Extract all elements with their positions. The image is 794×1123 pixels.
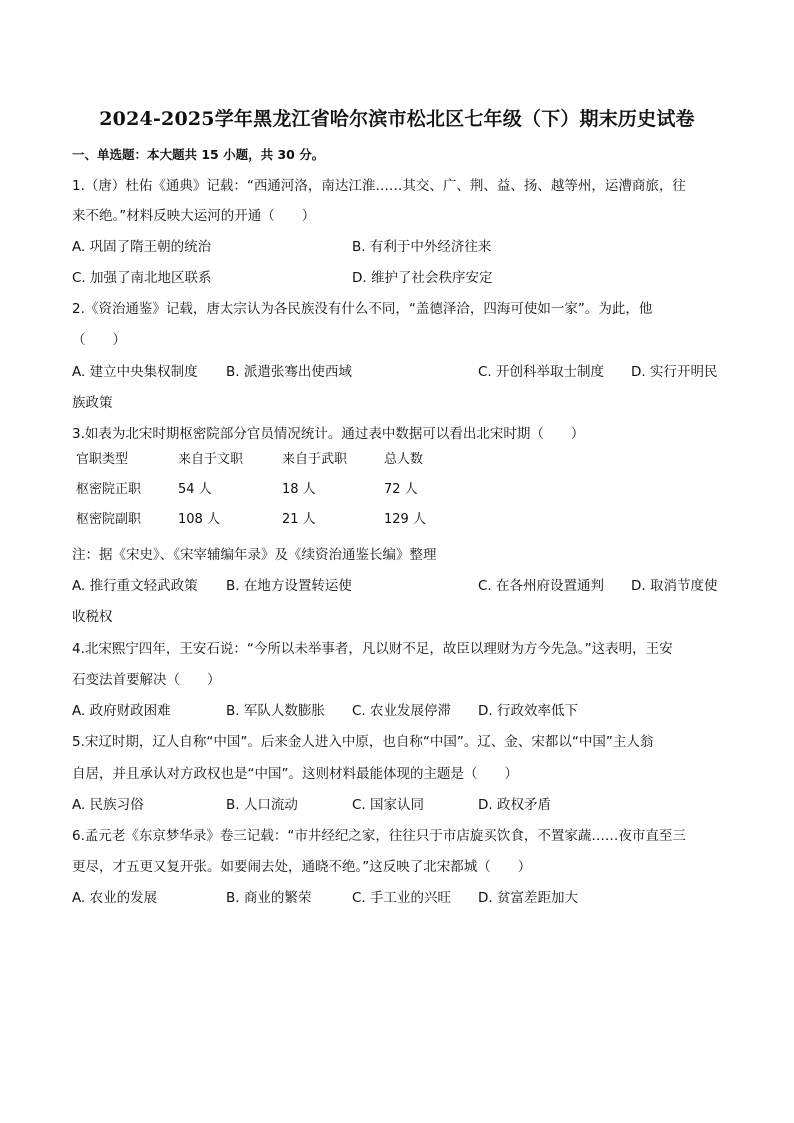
question-4-option-c[interactable]: C. 农业发展停滞 [352,703,452,719]
table-cell: 129 人 [384,512,426,527]
question-6-text: 6.孟元老《东京梦华录》卷三记载：“市井经纪之家，往往只于市店旋买饮食，不置家蔬……夜市直至三 [72,828,686,844]
question-3-option-d-wrap: 收税权 [72,609,113,625]
question-3-text: 3.如表为北宋时期枢密院部分官员情况统计。通过表中数据可以看出北宋时期（ ） [72,426,585,442]
question-4-option-d[interactable]: D. 行政效率低下 [478,703,578,719]
table-header-cell: 来自于文职 [178,452,244,467]
question-4-text-cont: 石变法首要解决（ ） [72,672,221,688]
question-2-text-cont: （ ） [72,332,126,348]
question-3-option-b[interactable]: B. 在地方设置转运使 [226,578,352,594]
question-3-option-a[interactable]: A. 推行重文轻武政策 [72,578,198,594]
question-6-option-b[interactable]: B. 商业的繁荣 [226,890,312,906]
question-5-option-c[interactable]: C. 国家认同 [352,797,425,813]
question-6-option-d[interactable]: D. 贫富差距加大 [478,890,578,906]
question-5-text: 5.宋辽时期，辽人自称“中国”。后来金人进入中原，也自称“中国”。辽、金、宋都以“中国”主人翁 [72,734,654,750]
question-5-option-d[interactable]: D. 政权矛盾 [478,797,551,813]
table-cell: 108 人 [178,512,220,527]
table-cell: 72 人 [384,482,418,497]
question-4-option-b[interactable]: B. 军队人数膨胀 [226,703,325,719]
question-5-option-b[interactable]: B. 人口流动 [226,797,298,813]
table-cell: 21 人 [282,512,316,527]
question-3-option-c[interactable]: C. 在各州府设置通判 [478,578,605,594]
question-1-option-c[interactable]: C. 加强了南北地区联系 [72,270,212,286]
question-2-option-c[interactable]: C. 开创科举取士制度 [478,364,605,380]
table-header-cell: 来自于武职 [282,452,348,467]
question-5-option-a[interactable]: A. 民族习俗 [72,797,144,813]
question-1-option-a[interactable]: A. 巩固了隋王朝的统治 [72,239,212,255]
question-3-option-d[interactable]: D. 取消节度使 [631,578,718,594]
exam-title: 2024-2025学年黑龙江省哈尔滨市松北区七年级（下）期末历史试卷 [99,108,695,130]
question-2-option-a[interactable]: A. 建立中央集权制度 [72,364,198,380]
question-6-option-a[interactable]: A. 农业的发展 [72,890,158,906]
question-1-option-b[interactable]: B. 有利于中外经济往来 [352,239,492,255]
table-cell: 18 人 [282,482,316,497]
section-heading: 一、单选题：本大题共 15 小题，共 30 分。 [72,147,325,162]
question-2-text: 2.《资治通鉴》记载，唐太宗认为各民族没有什么不同，“盖德泽洽，四海可使如一家”。为此，他 [72,301,653,317]
question-2-option-b[interactable]: B. 派遣张骞出使西域 [226,364,352,380]
question-1-text: 1.（唐）杜佑《通典》记载：“西通河洛，南达江淮……其交、广、荆、益、扬、越等州，运漕商旅，往 [72,178,686,194]
table-header-cell: 官职类型 [76,452,129,467]
table-cell: 54 人 [178,482,212,497]
question-2-option-d-wrap: 族政策 [72,395,113,411]
question-2-option-d[interactable]: D. 实行开明民 [631,364,718,380]
table-cell: 枢密院正职 [76,482,142,497]
question-1-text-cont: 来不绝。”材料反映大运河的开通（ ） [72,208,316,224]
table-cell: 枢密院副职 [76,512,142,527]
question-6-option-c[interactable]: C. 手工业的兴旺 [352,890,452,906]
question-1-option-d[interactable]: D. 维护了社会秩序安定 [352,270,493,286]
table-header-cell: 总人数 [384,452,424,467]
question-4-option-a[interactable]: A. 政府财政困难 [72,703,171,719]
question-6-text-cont: 更尽，才五更又复开张。如要闹去处，通晓不绝。”这反映了北宋都城（ ） [72,859,532,875]
officials-table [72,450,472,540]
question-5-text-cont: 自居，并且承认对方政权也是“中国”。这则材料最能体现的主题是（ ） [72,766,518,782]
table-note: 注：据《宋史》、《宋宰辅编年录》及《续资治通鉴长编》整理 [72,547,437,563]
question-4-text: 4.北宋熙宁四年，王安石说：“今所以未举事者，凡以财不足，故臣以理财为方今先急。”这表明，王安 [72,641,673,657]
